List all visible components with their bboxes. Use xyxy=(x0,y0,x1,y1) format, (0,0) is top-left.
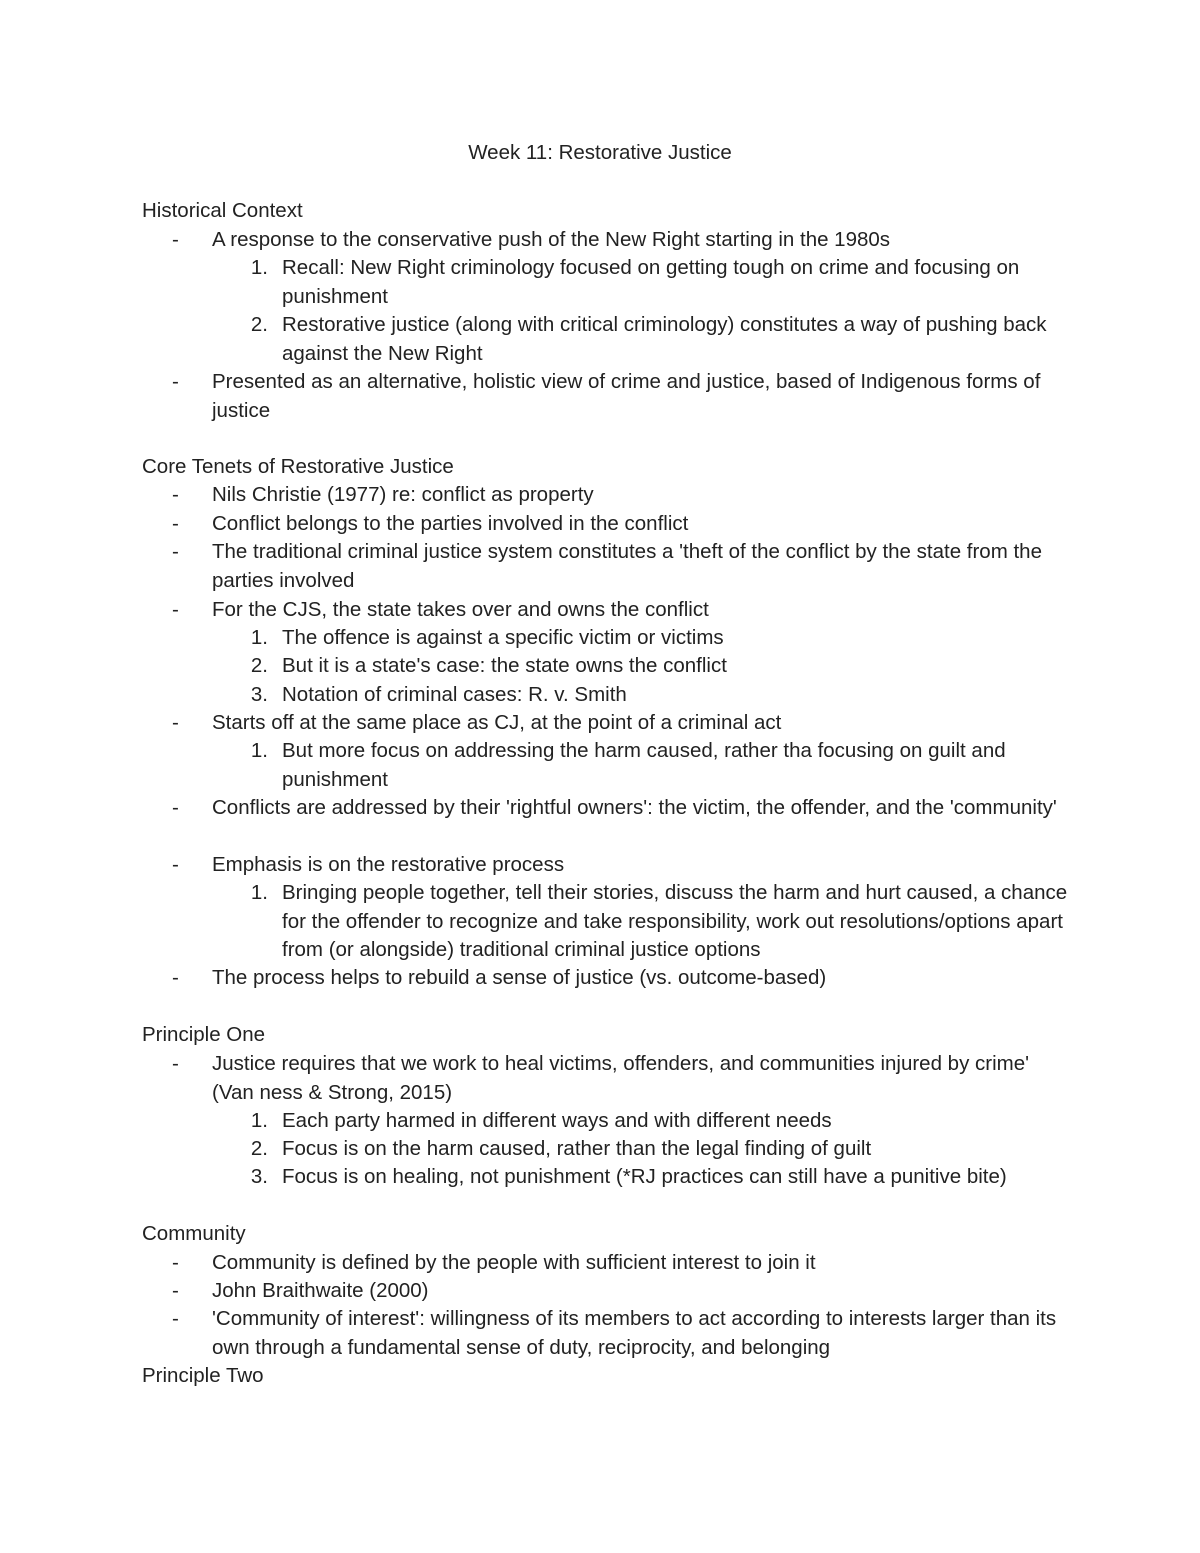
item-number: 2. xyxy=(250,313,268,336)
item-number: 2. xyxy=(250,654,268,677)
list-item-text: Conflicts are addressed by their 'rightful owners': the victim, the offender, and the 'community' xyxy=(212,796,1057,819)
bullet-marker: - xyxy=(172,370,179,393)
numbered-item-text: But more focus on addressing the harm caused, rather tha focusing on guilt and punishment xyxy=(282,739,1006,791)
numbered-item-text: But it is a state's case: the state owns the conflict xyxy=(282,654,727,677)
numbered-item xyxy=(238,624,1078,653)
numbered-item xyxy=(238,311,1078,368)
list-item xyxy=(172,510,1072,539)
list-item xyxy=(172,538,1072,595)
numbered-item xyxy=(238,737,1078,794)
numbered-item-text: Notation of criminal cases: R. v. Smith xyxy=(282,683,627,706)
list-item xyxy=(172,596,1072,625)
numbered-item-text: Restorative justice (along with critical criminology) constitutes a way of pushing back against the New Right xyxy=(282,313,1047,365)
list-item xyxy=(172,1050,1072,1107)
item-number: 2. xyxy=(250,1137,268,1160)
list-item xyxy=(172,368,1072,425)
numbered-item xyxy=(238,1135,1078,1164)
item-number: 1. xyxy=(250,256,268,279)
bullet-marker: - xyxy=(172,228,179,251)
item-number: 1. xyxy=(250,881,268,904)
bullet-marker: - xyxy=(172,483,179,506)
list-item-text: Emphasis is on the restorative process xyxy=(212,853,565,876)
list-item-text: Conflict belongs to the parties involved in the conflict xyxy=(212,512,689,535)
list-item xyxy=(172,709,1072,738)
list-item-text: Nils Christie (1977) re: conflict as property xyxy=(212,483,594,506)
list-item xyxy=(172,481,1072,510)
list-item xyxy=(172,226,1072,255)
bullet-marker: - xyxy=(172,1279,179,1302)
bullet-marker: - xyxy=(172,853,179,876)
list-item-text: The traditional criminal justice system constitutes a 'theft of the conflict by the state from the parties involved xyxy=(212,540,1042,592)
list-item-text: Presented as an alternative, holistic view of crime and justice, based of Indigenous forms of justice xyxy=(212,370,1041,422)
list-item-text: 'Community of interest': willingness of its members to act according to interests larger than its own through a fundamental sense of duty, reciprocity, and belonging xyxy=(212,1307,1057,1359)
item-number: 1. xyxy=(250,1109,268,1132)
list-item-text: Justice requires that we work to heal victims, offenders, and communities injured by crime' (Van ness & Strong, 2015) xyxy=(212,1052,1030,1104)
bullet-marker: - xyxy=(172,540,179,563)
section-heading-principle-two: Principle Two xyxy=(142,1364,264,1387)
bullet-marker: - xyxy=(172,966,179,989)
list-item xyxy=(172,1277,1072,1306)
page-title: Week 11: Restorative Justice xyxy=(468,141,732,164)
item-number: 1. xyxy=(250,626,268,649)
list-item xyxy=(172,794,1072,823)
section-heading-historical-context: Historical Context xyxy=(142,199,303,222)
list-item-text: Starts off at the same place as CJ, at the point of a criminal act xyxy=(212,711,782,734)
section-heading-community: Community xyxy=(142,1222,246,1245)
bullet-marker: - xyxy=(172,1307,179,1330)
list-item xyxy=(172,851,1072,880)
numbered-item xyxy=(238,1163,1078,1192)
section-heading-principle-one: Principle One xyxy=(142,1023,266,1046)
numbered-item-text: The offence is against a specific victim or victims xyxy=(282,626,724,649)
list-item-text: A response to the conservative push of the New Right starting in the 1980s xyxy=(212,228,891,251)
numbered-item-text: Recall: New Right criminology focused on getting tough on crime and focusing on punishment xyxy=(282,256,1020,308)
numbered-item xyxy=(238,681,1078,710)
numbered-item-text: Each party harmed in different ways and with different needs xyxy=(282,1109,832,1132)
list-item xyxy=(172,964,1072,993)
bullet-marker: - xyxy=(172,512,179,535)
bullet-marker: - xyxy=(172,711,179,734)
list-item xyxy=(172,1249,1072,1278)
numbered-item-text: Bringing people together, tell their stories, discuss the harm and hurt caused, a chance for the offender to recognize and take responsibility, work out resolutions/options apart from (or alongside) traditional criminal justice options xyxy=(282,881,1068,961)
numbered-item xyxy=(238,254,1078,311)
item-number: 3. xyxy=(250,1165,268,1188)
list-item-text: John Braithwaite (2000) xyxy=(212,1279,429,1302)
numbered-item xyxy=(238,879,1078,965)
numbered-item-text: Focus is on the harm caused, rather than the legal finding of guilt xyxy=(282,1137,872,1160)
list-item-text: Community is defined by the people with sufficient interest to join it xyxy=(212,1251,816,1274)
section-heading-core-tenets: Core Tenets of Restorative Justice xyxy=(142,455,454,478)
list-item xyxy=(172,1305,1072,1362)
item-number: 1. xyxy=(250,739,268,762)
numbered-item-text: Focus is on healing, not punishment (*RJ practices can still have a punitive bite) xyxy=(282,1165,1007,1188)
numbered-item xyxy=(238,652,1078,681)
list-item-text: The process helps to rebuild a sense of justice (vs. outcome-based) xyxy=(212,966,827,989)
bullet-marker: - xyxy=(172,1052,179,1075)
bullet-marker: - xyxy=(172,796,179,819)
item-number: 3. xyxy=(250,683,268,706)
bullet-marker: - xyxy=(172,598,179,621)
numbered-item xyxy=(238,1107,1078,1136)
bullet-marker: - xyxy=(172,1251,179,1274)
list-item-text: For the CJS, the state takes over and owns the conflict xyxy=(212,598,709,621)
